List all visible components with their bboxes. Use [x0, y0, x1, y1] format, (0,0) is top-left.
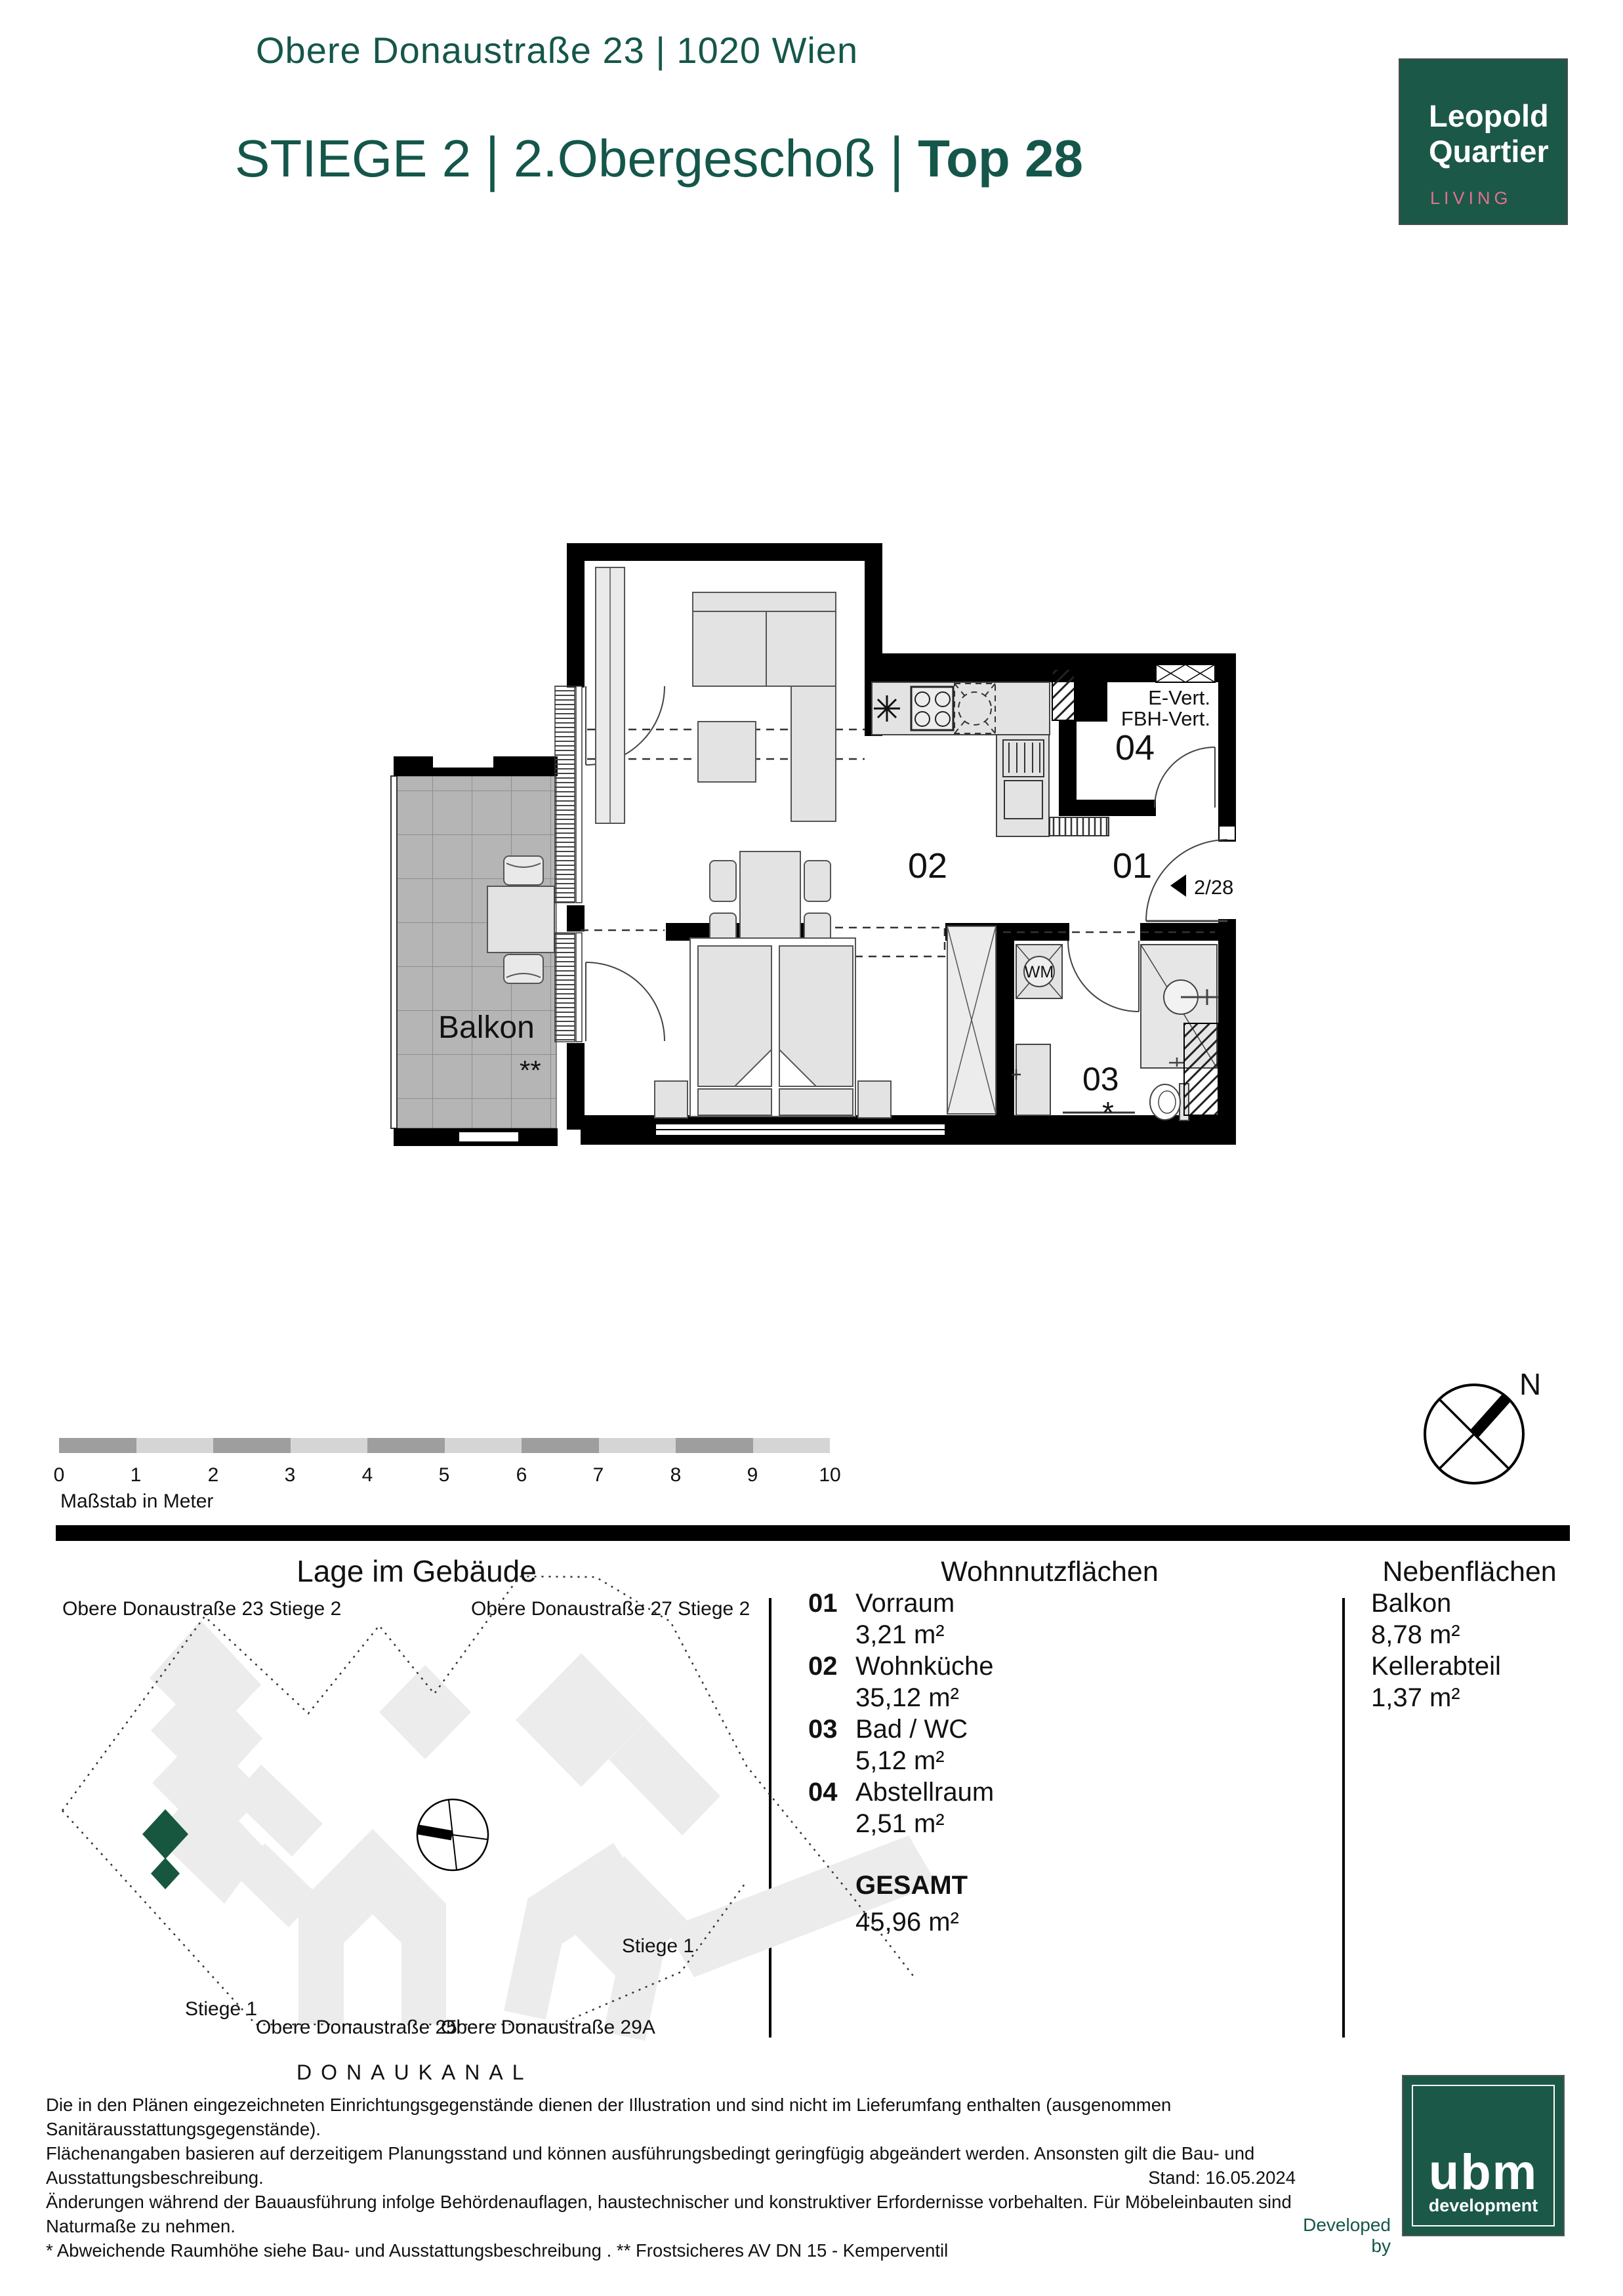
room-04-label: 04	[1115, 728, 1155, 768]
room-number: 01	[808, 1589, 838, 1618]
scale-tick: 4	[361, 1464, 373, 1486]
walls	[567, 543, 1236, 1145]
leopold-quartier-logo	[1399, 58, 1568, 225]
scale-tick: 7	[592, 1464, 604, 1486]
separator: |	[890, 125, 904, 192]
balkon-label: Balkon	[438, 1010, 535, 1045]
balcony-footnote: **	[520, 1055, 541, 1086]
floor-label: 2.Obergeschoß	[513, 129, 876, 188]
room-name: Abstellraum	[855, 1778, 995, 1807]
top-number: Top 28	[918, 129, 1083, 188]
total-area: 45,96 m²	[855, 1908, 959, 1937]
scale-tick: 0	[53, 1464, 65, 1486]
scale-tick: 10	[819, 1464, 841, 1486]
site-label-od27: Obere Donaustraße 27 Stiege 2	[471, 1598, 750, 1620]
list-item	[808, 1589, 955, 1618]
compass-icon	[1410, 1351, 1581, 1509]
scale-bar	[59, 1438, 830, 1453]
nightstand	[858, 1081, 891, 1118]
scale-tick: 6	[516, 1464, 527, 1486]
room-name: Bad / WC	[855, 1715, 968, 1744]
site-label-od23: Obere Donaustraße 23 Stiege 2	[62, 1598, 342, 1620]
logo-line1: Leopold	[1429, 98, 1549, 133]
scale-tick: 9	[747, 1464, 758, 1486]
site-label-stiege1-left: Stiege 1	[185, 1998, 258, 2020]
nightstand	[655, 1081, 688, 1118]
room-number: 04	[808, 1778, 838, 1807]
room-02-label: 02	[908, 846, 948, 886]
section-divider	[56, 1525, 1570, 1541]
address-line: Obere Donaustraße 23 | 1020 Wien	[256, 30, 859, 71]
site-compass-icon	[417, 1799, 488, 1870]
kitchen-star-icon	[874, 695, 900, 722]
bath-shaft	[1184, 1023, 1218, 1115]
vent-grille	[1156, 665, 1215, 682]
room-01-label: 01	[1113, 846, 1153, 886]
bath-cabinet	[1016, 1044, 1050, 1115]
balcony	[391, 756, 558, 1146]
room-name: Wohnküche	[855, 1652, 994, 1681]
column-divider	[1342, 1598, 1345, 2038]
scale-tick: 5	[438, 1464, 450, 1486]
disclaimer-line: Die in den Plänen eingezeichneten Einrichtungsgegenstände dienen der Illustration und sind nicht im Lieferumfang enthalten (ausgenommen Sanitärausstattungsgegenstände).	[46, 2095, 1172, 2139]
room-area: 35,12 m²	[855, 1683, 959, 1712]
scale-caption: Maßstab in Meter	[60, 1490, 214, 1512]
site-label-stiege1-right: Stiege 1	[622, 1935, 695, 1957]
neben-area: 8,78 m²	[1371, 1620, 1460, 1649]
site-label-od29a: Obere Donaustraße 29A	[441, 2017, 655, 2038]
coffee-table	[698, 722, 756, 782]
list-item	[808, 1652, 994, 1681]
neben-area: 1,37 m²	[1371, 1683, 1460, 1712]
entrance-arrow-icon	[1170, 874, 1186, 897]
double-bed	[655, 938, 891, 1118]
room-area: 5,12 m²	[855, 1746, 945, 1775]
developed-by: Developed by	[1303, 2215, 1391, 2256]
room-number: 03	[808, 1715, 838, 1744]
room-area: 2,51 m²	[855, 1809, 945, 1838]
wohnflaechen-title: Wohnnutzflächen	[941, 1556, 1159, 1588]
wardrobe	[947, 926, 996, 1114]
list-item	[808, 1715, 968, 1744]
scale-tick: 1	[130, 1464, 142, 1486]
site-label-donaukanal: DONAUKANAL	[297, 2060, 533, 2084]
list-item	[808, 1778, 994, 1807]
balcony-chair	[504, 856, 543, 885]
unit-marker-label: 2/28	[1194, 876, 1234, 899]
site-label-od25: Obere Donaustraße 25	[256, 2017, 457, 2038]
scale-tick: 3	[284, 1464, 296, 1486]
scale-tick: 8	[670, 1464, 682, 1486]
balcony-table	[487, 886, 554, 953]
disclaimer-line: Flächenangaben basieren auf derzeitigem Planungsstand und können ausführungsbedingt geringfügig abgeändert werden. Ansonsten gilt die Bau- und Ausstattungsbeschreibung.	[46, 2143, 1255, 2188]
bath-footnote: *	[1102, 1096, 1114, 1130]
logo-living: LIVING	[1430, 188, 1512, 208]
radiator	[1050, 817, 1109, 836]
e-vert-label: E-Vert.	[1148, 686, 1210, 709]
stiege-label: STIEGE 2	[235, 129, 472, 188]
logo-line2: Quartier	[1429, 134, 1549, 169]
neben-name: Balkon	[1371, 1589, 1452, 1618]
balcony-railing	[391, 776, 397, 1128]
room-03-label: 03	[1082, 1061, 1119, 1097]
ubm-logo-text: ubm	[1428, 2144, 1538, 2200]
ubm-logo	[1402, 2075, 1565, 2236]
north-label: N	[1519, 1367, 1542, 1401]
nebenflaechen-title: Nebenflächen	[1382, 1556, 1557, 1588]
disclaimer	[46, 2093, 1296, 2263]
scale-tick: 2	[207, 1464, 219, 1486]
wm-label: WM	[1024, 963, 1054, 981]
room-number: 02	[808, 1652, 838, 1681]
sitemap-title: Lage im Gebäude	[297, 1554, 537, 1588]
shaft	[1052, 669, 1075, 720]
ubm-logo-sub: development	[1428, 2196, 1538, 2215]
separator: |	[485, 125, 499, 192]
balcony-chair	[504, 954, 543, 983]
room-name: Vorraum	[855, 1589, 955, 1618]
balcony-glazing	[555, 686, 582, 1042]
room-area: 3,21 m²	[855, 1620, 945, 1649]
floorplan-drawing	[367, 525, 1260, 1168]
total-label: GESAMT	[855, 1871, 968, 1900]
neben-name: Kellerabteil	[1371, 1652, 1501, 1681]
stand-date: Stand: 16.05.2024	[1148, 2167, 1296, 2188]
disclaimer-line: * Abweichende Raumhöhe siehe Bau- und Ausstattungsbeschreibung . ** Frostsicheres AV DN 15 - Kemperventil	[46, 2240, 949, 2261]
disclaimer-line: Änderungen während der Bauausführung infolge Behördenauflagen, haustechnischer und konstruktiver Erfordernisse vorbehalten. Für Möbeleinbauten sind Naturmaße zu nehmen.	[46, 2192, 1292, 2236]
unit-title	[235, 125, 1083, 192]
sofa	[693, 592, 836, 821]
fbh-vert-label: FBH-Vert.	[1120, 707, 1210, 730]
